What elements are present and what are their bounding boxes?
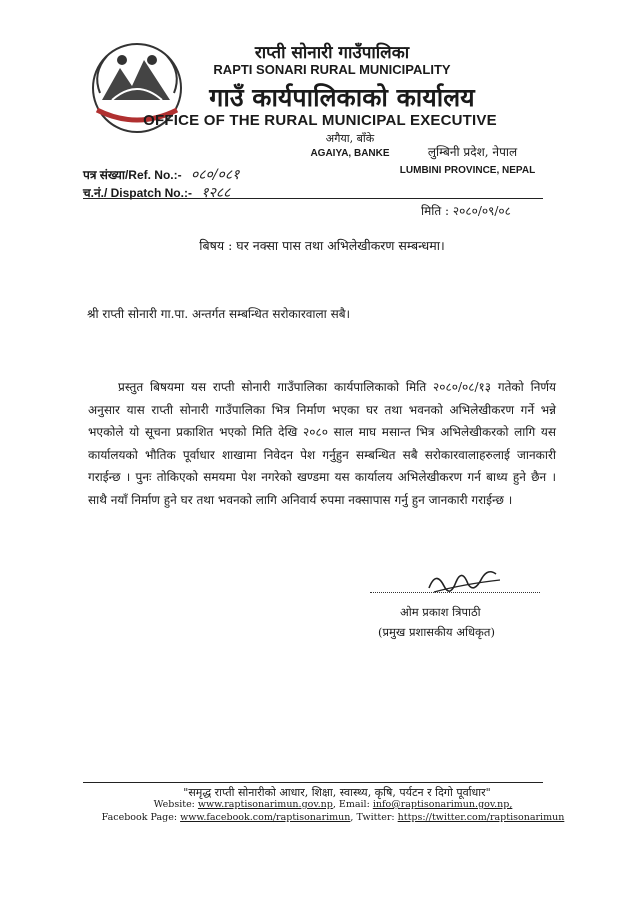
letter-date: मिति : २०८०/०९/०८ bbox=[421, 204, 511, 218]
footer-contact-web bbox=[0, 799, 644, 810]
signatory-title: (प्रमुख प्रशासकीय अधिकृत) bbox=[378, 625, 495, 639]
email-label: , Email: bbox=[332, 799, 370, 810]
email-link[interactable]: info@raptisonarimun.gov.np, bbox=[372, 799, 513, 810]
facebook-link[interactable]: www.facebook.com/raptisonarimun bbox=[180, 812, 351, 823]
website-label: Website: bbox=[153, 799, 195, 810]
reference-label: पत्र संख्या/Ref. No.:- bbox=[83, 168, 182, 182]
footer-contact-social bbox=[0, 812, 644, 823]
office-name-english: OFFICE OF THE RURAL MUNICIPAL EXECUTIVE bbox=[143, 112, 497, 129]
reference-number bbox=[83, 165, 239, 184]
dispatch-label: च.नं./ Dispatch No.:- bbox=[83, 186, 192, 200]
signature-line bbox=[370, 592, 540, 593]
handwritten-signature bbox=[424, 560, 504, 600]
footer-motto: "समृद्ध राप्ती सोनारीको आधार, शिक्षा, स्वास्थ्य, कृषि, पर्यटन र दिगो पूर्वाधार" bbox=[183, 786, 491, 799]
dispatch-value: १२८८ bbox=[201, 185, 231, 201]
letter-body: प्रस्तुत बिषयमा यस राप्ती सोनारी गाउँपालिका कार्यपालिकाको मिति २०८०/०८/१३ गतेको निर्णय अनुसार यास राप्ती सोनारी गाउँपालिका भित्र निर्माण भएका घर तथा भवनको अभिलेखीकरण गर्ने भन्ने भएकोले यो सूचना प्रकाशित भएको मिति देखि २०८० साल माघ मसान्त भित्र अभिलेखीकरको लागि यस कार्यालयको भौतिक पूर्वाधार शाखामा निवेदन पेश गर्नुहुन सम्बन्धित सबै सरोकारवालाहरुलाई जानकारी गराईन्छ । पुनः तोकिएको समयमा पेश नगरेको खण्डमा यस कार्यालय अभिलेखीकरण गर्न बाध्य हुने छैन । साथै नयाँ निर्माण हुने घर तथा भवनको लागि अनिवार्य रुपमा नक्सापास गर्नु हुन जानकारी गराईन्छ । bbox=[88, 380, 556, 507]
facebook-label: Facebook Page: bbox=[101, 812, 178, 823]
location-nepali: अगैया, बाँके bbox=[325, 132, 375, 145]
twitter-link[interactable]: https://twitter.com/raptisonarimun bbox=[397, 812, 565, 823]
reference-value: ०८०/०८१ bbox=[190, 167, 240, 183]
letter-subject: बिषय : घर नक्सा पास तथा अभिलेखीकरण सम्बन्धमा। bbox=[199, 238, 445, 253]
location-english: AGAIYA, BANKE bbox=[310, 148, 390, 159]
footer-divider bbox=[83, 782, 543, 783]
municipality-name-english: RAPTI SONARI RURAL MUNICIPALITY bbox=[213, 62, 451, 77]
office-name-nepali: गाउँ कार्यपालिकाको कार्यालय bbox=[209, 83, 475, 112]
municipality-name-nepali: राप्ती सोनारी गाउँपालिका bbox=[254, 43, 410, 63]
signatory-name: ओम प्रकाश त्रिपाठी bbox=[400, 605, 481, 619]
header-divider bbox=[83, 198, 543, 199]
province-english: LUMBINI PROVINCE, NEPAL bbox=[399, 165, 536, 176]
province-nepali: लुम्बिनी प्रदेश, नेपाल bbox=[427, 145, 518, 159]
letter-addressee: श्री राप्ती सोनारी गा.पा. अन्तर्गत सम्बन्धित सरोकारवाला सबै। bbox=[87, 307, 351, 321]
twitter-label: , Twitter: bbox=[350, 812, 395, 823]
website-link[interactable]: www.raptisonarimun.gov.np bbox=[197, 799, 333, 810]
dispatch-number bbox=[83, 183, 230, 202]
